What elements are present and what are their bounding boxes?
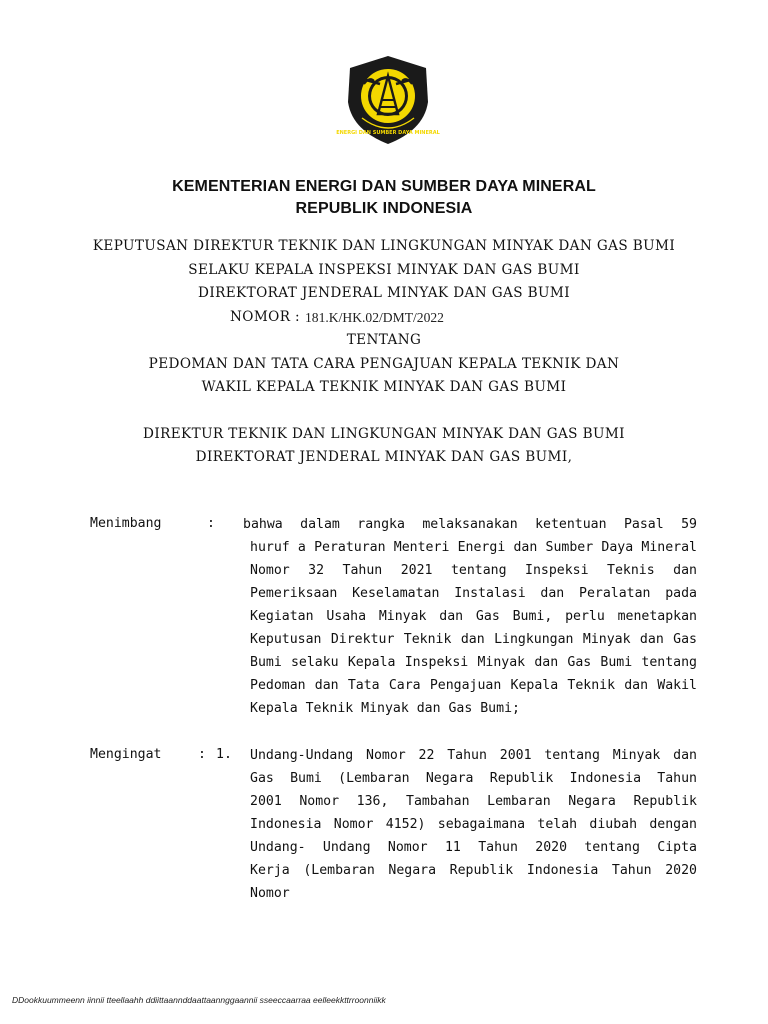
mengingat-line: Indonesia Nomor 4152) sebagaimana telah diubah dengan	[250, 817, 697, 832]
mengingat-line: 2001 Nomor 136, Tambahan Lembaran Negara Republik	[250, 794, 697, 809]
subject-line2: WAKIL KEPALA TEKNIK MINYAK DAN GAS BUMI	[201, 379, 567, 395]
director-line2: DIREKTORAT JENDERAL MINYAK DAN GAS BUMI,	[195, 449, 573, 465]
decree-title-line3: DIREKTORAT JENDERAL MINYAK DAN GAS BUMI	[198, 285, 570, 301]
ministry-title-line1: KEMENTERIAN ENERGI DAN SUMBER DAYA MINERAL	[172, 178, 596, 195]
menimbang-line: Keputusan Direktur Teknik dan Lingkungan Minyak dan Gas	[250, 632, 697, 647]
ministry-title-line2: REPUBLIK INDONESIA	[295, 200, 473, 217]
menimbang-line: huruf a Peraturan Menteri Energi dan Sumber Daya Mineral	[250, 540, 697, 555]
menimbang-body	[243, 513, 697, 720]
mengingat-line: Kerja (Lembaran Negara Republik Indonesia Tahun 2020	[250, 863, 697, 878]
subject-line1: PEDOMAN DAN TATA CARA PENGAJUAN KEPALA TEKNIK DAN	[148, 356, 620, 372]
director-line1: DIREKTUR TEKNIK DAN LINGKUNGAN MINYAK DAN GAS BUMI	[143, 426, 625, 442]
decree-title-line2: SELAKU KEPALA INSPEKSI MINYAK DAN GAS BUMI	[188, 262, 580, 278]
nomor-value: 181.K/HK.02/DMT/2022	[305, 310, 444, 325]
tentang-heading: TENTANG	[346, 332, 422, 348]
logo-text: ENERGI DAN SUMBER DAYA MINERAL	[336, 130, 440, 136]
mengingat-line: Gas Bumi (Lembaran Negara Republik Indonesia Tahun	[250, 771, 697, 786]
menimbang-line: Kepala Teknik Minyak dan Gas Bumi;	[250, 701, 520, 716]
menimbang-colon: :	[207, 516, 215, 531]
mengingat-colon: :	[198, 747, 206, 762]
mengingat-label: Mengingat	[90, 747, 162, 762]
menimbang-line: Nomor 32 Tahun 2021 tentang Inspeksi Teknis dan	[250, 563, 697, 578]
menimbang-line: Kegiatan Usaha Minyak dan Gas Bumi, perlu menetapkan	[250, 609, 697, 624]
menimbang-line: Pemeriksaan Keselamatan Instalasi dan Peralatan pada	[250, 586, 697, 601]
ministry-logo-icon	[336, 54, 440, 146]
menimbang-line: bahwa dalam rangka melaksanakan ketentuan Pasal 59	[243, 517, 697, 532]
mengingat-line: Nomor	[250, 886, 290, 901]
mengingat-body	[250, 744, 697, 905]
decree-title-line1: KEPUTUSAN DIREKTUR TEKNIK DAN LINGKUNGAN MINYAK DAN GAS BUMI	[92, 238, 676, 254]
menimbang-label: Menimbang	[90, 516, 162, 531]
digital-signature-footer: DDookkuummeenn iinnii tteellaahh ddiittaannddaattaannggaannii sseeccaarraa eelleekkttrroonniikk	[12, 995, 386, 1005]
mengingat-line: Undang- Undang Nomor 11 Tahun 2020 tentang Cipta	[250, 840, 697, 855]
menimbang-line: Pedoman dan Tata Cara Pengajuan Kepala Teknik dan Wakil	[250, 678, 697, 693]
mengingat-item-number: 1.	[216, 747, 232, 762]
mengingat-line: Undang-Undang Nomor 22 Tahun 2001 tentang Minyak dan	[250, 748, 697, 763]
nomor-label: NOMOR :	[230, 309, 301, 325]
menimbang-line: Bumi selaku Kepala Inspeksi Minyak dan Gas Bumi tentang	[250, 655, 697, 670]
